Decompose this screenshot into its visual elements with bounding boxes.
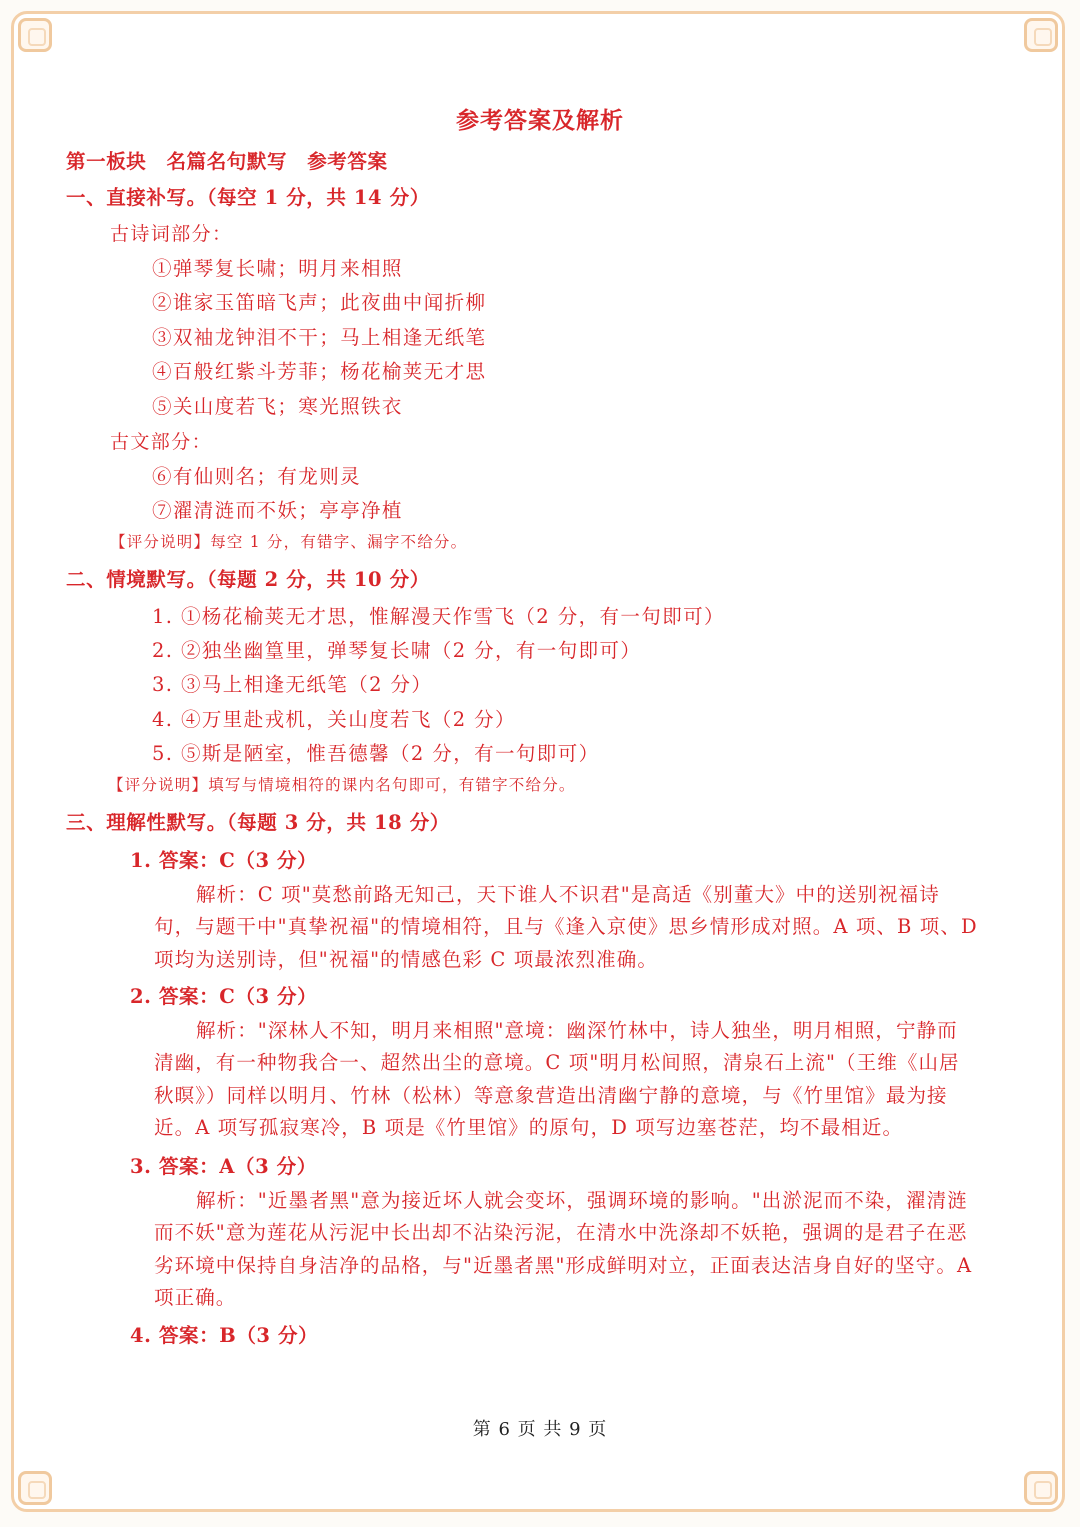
poetry-item: ⑤关山度若飞；寒光照铁衣 [152,395,403,418]
page-number: 第 6 页 共 9 页 [472,1419,608,1440]
analysis-line: 而不妖"意为莲花从污泥中长出却不沾染污泥，在清水中洗涤却不妖艳，强调的是君子在恶 [154,1221,968,1244]
part1-heading: 一、直接补写。（每空 1 分，共 14 分） [66,186,430,209]
answer-label: 3. 答案：A（3 分） [130,1155,317,1178]
context-item: 3. ③马上相逢无纸笔（2 分） [152,673,433,696]
context-item: 2. ②独坐幽篁里，弹琴复长啸（2 分，有一句即可） [152,639,642,662]
scoring-note: 【评分说明】填写与情境相符的课内名句即可，有错字不给分。 [108,776,576,794]
context-item: 5. ⑤斯是陋室，惟吾德馨（2 分，有一句即可） [152,742,600,765]
poetry-item: ③双袖龙钟泪不干；马上相逢无纸笔 [152,326,487,349]
answer-label: 2. 答案：C（3 分） [130,985,318,1008]
poetry-item: ④百般红紫斗芳菲；杨花榆荚无才思 [152,360,487,383]
scoring-note: 【评分说明】每空 1 分，有错字、漏字不给分。 [110,533,468,551]
analysis-line: 劣环境中保持自身洁净的品格，与"近墨者黑"形成鲜明对立，正面表达洁身自好的坚守。A [154,1254,973,1277]
poetry-item: ②谁家玉笛暗飞声；此夜曲中闻折柳 [152,291,487,314]
analysis-line: 清幽，有一种物我合一、超然出尘的意境。C 项"明月松间照，清泉石上流"（王维《山居 [154,1051,960,1074]
analysis-line: 解析："深林人不知，明月来相照"意境：幽深竹林中，诗人独坐，明月相照，宁静而 [196,1019,958,1042]
context-item: 4. ④万里赴戎机，关山度若飞（2 分） [152,708,516,731]
answer-label: 1. 答案：C（3 分） [130,849,318,872]
analysis-line: 秋暝》）同样以明月、竹林（松林）等意象营造出清幽宁静的意境，与《竹里馆》最为接 [154,1084,948,1107]
part2-heading: 二、情境默写。（每题 2 分，共 10 分） [66,568,430,591]
analysis-line: 项均为送别诗，但"祝福"的情感色彩 C 项最浓烈准确。 [154,948,658,971]
context-item: 1. ①杨花榆荚无才思，惟解漫天作雪飞（2 分，有一句即可） [152,605,725,628]
analysis-line: 解析：C 项"莫愁前路无知己，天下谁人不识君"是高适《别董大》中的送别祝福诗 [196,883,940,906]
analysis-line: 解析："近墨者黑"意为接近坏人就会变坏，强调环境的影响。"出淤泥而不染，濯清涟 [196,1189,968,1212]
poetry-label: 古诗词部分： [110,223,233,245]
prose-item: ⑥有仙则名；有龙则灵 [152,465,362,488]
prose-item: ⑦濯清涟而不妖；亭亭净植 [152,499,403,522]
analysis-line: 句，与题干中"真挚祝福"的情境相符，且与《逢入京使》思乡情形成对照。A 项、B 项、D [154,915,978,938]
part3-heading: 三、理解性默写。（每题 3 分，共 18 分） [66,811,450,834]
prose-label: 古文部分： [110,431,213,453]
poetry-item: ①弹琴复长啸；明月来相照 [152,257,403,280]
section-heading: 第一板块 名篇名句默写 参考答案 [66,150,388,173]
answer-label: 4. 答案：B（3 分） [130,1324,319,1347]
analysis-line: 近。A 项写孤寂寒冷，B 项是《竹里馆》的原句，D 项写边塞苍茫，均不最相近。 [154,1116,904,1139]
analysis-line: 项正确。 [154,1286,237,1309]
page-title: 参考答案及解析 [456,107,624,134]
